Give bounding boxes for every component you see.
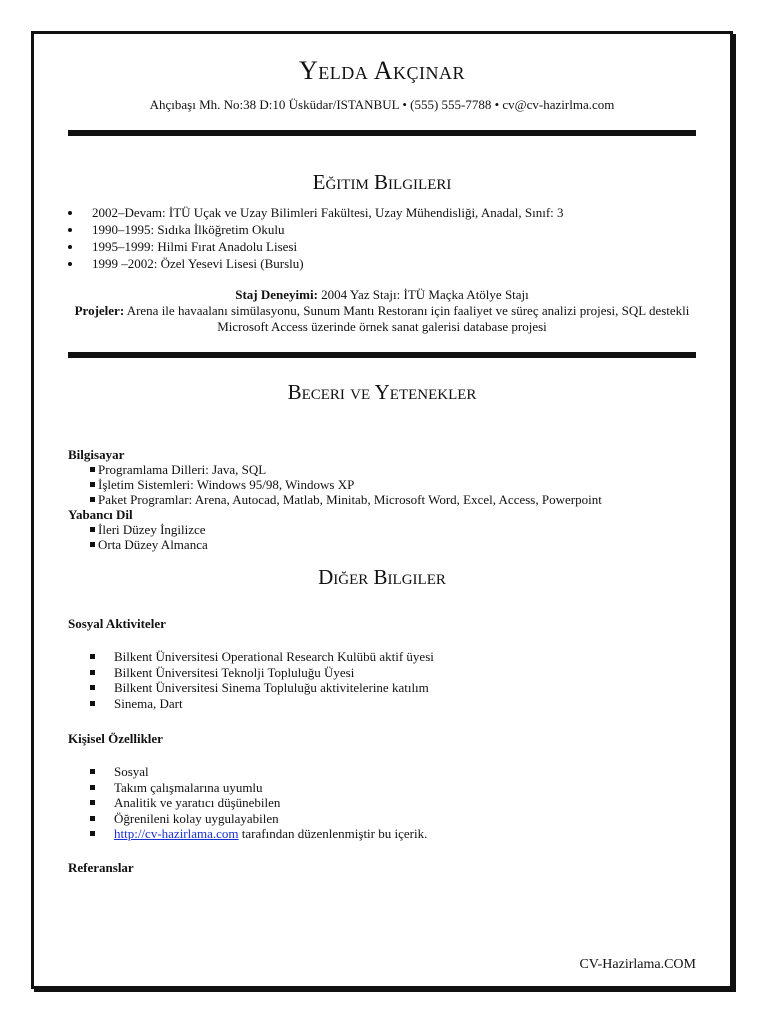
- computer-skills-label: Bilgisayar: [68, 447, 125, 462]
- social-item: Sinema, Dart: [68, 696, 434, 712]
- education-item: 2002–Devam: İTÜ Uçak ve Uzay Bilimleri Fakültesi, Uzay Mühendisliği, Anadal, Sınıf: 3: [68, 204, 564, 221]
- internship-label: Staj Deneyimi:: [235, 287, 318, 302]
- projects-label: Projeler:: [74, 303, 125, 318]
- projects-text: Arena ile havaalanı simülasyonu, Sunum Mantı Restoranı için faaliyet ve süreç analizi projesi, SQL destekli Microsoft Access üzerinde örnek sanat galerisi database projesi: [124, 303, 690, 334]
- personal-label: Kişisel Özellikler: [68, 731, 163, 746]
- computer-skills-list: [68, 462, 602, 507]
- education-title: Eğitim Bilgileri: [312, 170, 452, 194]
- credit-text: tarafından düzenlenmiştir bu içerik.: [238, 826, 428, 841]
- social-item: Bilkent Üniversitesi Teknolji Topluluğu Üyesi: [68, 665, 434, 681]
- references-label: Referanslar: [68, 860, 134, 875]
- social-label: Sosyal Aktiviteler: [68, 616, 166, 631]
- education-item: 1990–1995: Sıdıka İlköğretim Okulu: [68, 221, 564, 238]
- personal-item: Takım çalışmalarına uyumlu: [68, 780, 427, 796]
- candidate-name: Yelda Akçınar: [298, 56, 466, 85]
- credit-item: [68, 826, 427, 842]
- language-label: Yabancı Dil: [68, 507, 133, 522]
- language-item: Orta Düzey Almanca: [68, 537, 602, 552]
- personal-list: [68, 764, 427, 842]
- resume-page: [31, 31, 733, 989]
- social-list: [68, 649, 434, 711]
- education-item: 1995–1999: Hilmi Fırat Anadolu Lisesi: [68, 238, 564, 255]
- skills-title: Beceri ve Yetenekler: [287, 380, 477, 404]
- cv-hazirlama-link[interactable]: http://cv-hazirlama.com: [114, 826, 239, 841]
- footer-brand: CV-Hazirlama.COM: [579, 957, 696, 972]
- personal-item: Öğrenileni kolay uygulayabilen: [68, 811, 427, 827]
- internship-line: [68, 287, 696, 303]
- skills-block: [68, 447, 602, 552]
- skill-item: İşletim Sistemleri: Windows 95/98, Windows XP: [68, 477, 602, 492]
- personal-item: Analitik ve yaratıcı düşünebilen: [68, 795, 427, 811]
- social-item: Bilkent Üniversitesi Sinema Topluluğu aktivitelerine katılım: [68, 680, 434, 696]
- skill-item: Paket Programlar: Arena, Autocad, Matlab, Minitab, Microsoft Word, Excel, Access, Powerpoint: [68, 492, 602, 507]
- projects-line: [68, 303, 696, 335]
- language-item: İleri Düzey İngilizce: [68, 522, 602, 537]
- education-item: 1999 –2002: Özel Yesevi Lisesi (Burslu): [68, 255, 564, 272]
- education-list: [68, 204, 564, 272]
- skill-item: Programlama Dilleri: Java, SQL: [68, 462, 602, 477]
- section-divider: [68, 352, 696, 358]
- internship-text: 2004 Yaz Stajı: İTÜ Maçka Atölye Stajı: [317, 287, 529, 302]
- contact-info: Ahçıbaşı Mh. No:38 D:10 Üsküdar/ISTANBUL • (555) 555-7788 • cv@cv-hazirlma.com: [149, 97, 615, 112]
- social-item: Bilkent Üniversitesi Operational Research Kulübü aktif üyesi: [68, 649, 434, 665]
- section-divider: [68, 130, 696, 136]
- personal-item: Sosyal: [68, 764, 427, 780]
- language-list: [68, 522, 602, 552]
- other-title: Diğer Bilgiler: [318, 565, 446, 589]
